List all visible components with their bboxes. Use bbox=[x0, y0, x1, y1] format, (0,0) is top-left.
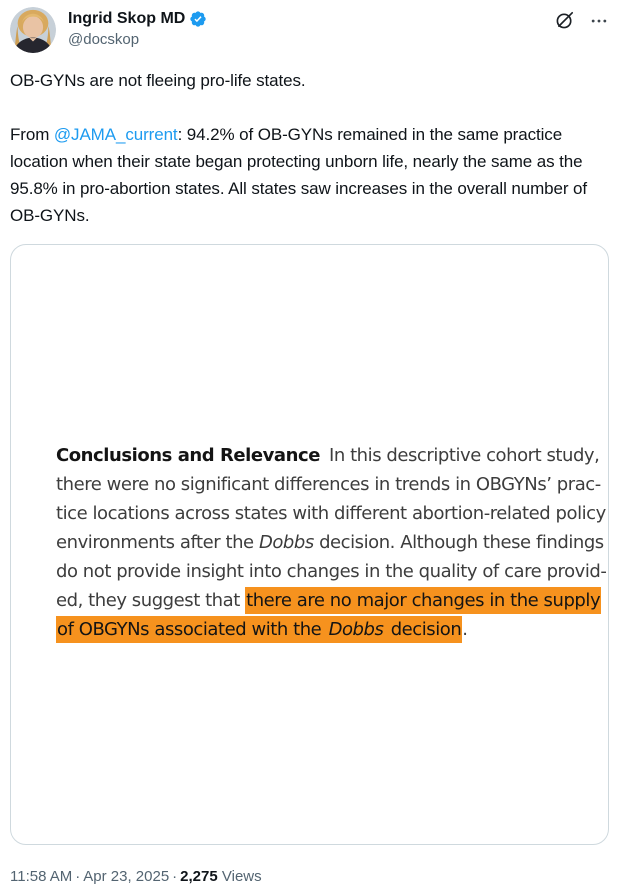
separator-dot: · bbox=[75, 868, 81, 885]
mention-link[interactable]: @JAMA_current bbox=[53, 125, 178, 144]
avatar[interactable] bbox=[10, 7, 56, 53]
journal-excerpt bbox=[11, 245, 608, 644]
tweet-text bbox=[10, 67, 609, 229]
views-label: Views bbox=[221, 868, 262, 885]
excerpt-line: of OBGYNs associated with the Dobbs decision. bbox=[56, 615, 572, 644]
grok-icon[interactable] bbox=[554, 10, 575, 31]
separator-dot: · bbox=[172, 868, 178, 885]
name-block bbox=[68, 7, 554, 50]
highlighted-text-dobbs-italic: Dobbs bbox=[328, 616, 385, 643]
tweet-paragraph-1: OB-GYNs are not fleeing pro-life states. bbox=[10, 71, 306, 90]
excerpt-line: do not provide insight into changes in the quality of care provid- bbox=[56, 561, 607, 582]
attached-image-card[interactable] bbox=[10, 244, 609, 845]
excerpt-line: there were no significant differences in trends in OBGYNs’ prac- bbox=[56, 474, 601, 495]
tweet-paragraph-2 bbox=[10, 121, 609, 229]
avatar-photo bbox=[10, 7, 56, 53]
views-count: 2,275 bbox=[180, 868, 218, 885]
display-name[interactable]: Ingrid Skop MD bbox=[68, 10, 186, 27]
highlighted-text: of OBGYNs associated with the bbox=[56, 616, 328, 643]
header-actions bbox=[554, 7, 609, 31]
user-handle[interactable]: @docskop bbox=[68, 31, 140, 48]
tweet-header bbox=[10, 7, 609, 53]
excerpt-line: Conclusions and Relevance In this descriptive cohort study, bbox=[56, 445, 600, 466]
tweet-footer bbox=[10, 867, 609, 887]
tweet bbox=[10, 7, 609, 887]
dobbs-italic: Dobbs bbox=[258, 532, 314, 553]
excerpt-line: tice locations across states with different abortion-related policy bbox=[56, 503, 606, 524]
excerpt-line: ed, they suggest that there are no major changes in the supply bbox=[56, 586, 572, 615]
excerpt-heading: Conclusions and Relevance bbox=[56, 445, 320, 466]
tweet-paragraph-2-before: From bbox=[10, 125, 54, 144]
highlighted-text: decision bbox=[384, 616, 462, 643]
excerpt-line: environments after the Dobbs decision. Although these findings bbox=[56, 532, 604, 553]
highlighted-text: there are no major changes in the supply bbox=[245, 587, 601, 614]
tweet-paragraph-2-after: : 94.2% of OB-GYNs remained in the same practice location when their state began protecting unborn life, nearly the same as the 95.8% in pro-abortion states. All states saw increases in the overall number of OB-GYNs. bbox=[10, 125, 588, 225]
timestamp-time: 11:58 AM bbox=[10, 868, 73, 885]
more-options-icon[interactable] bbox=[589, 11, 609, 31]
timestamp-date: Apr 23, 2025 bbox=[83, 868, 170, 885]
verified-badge-icon bbox=[189, 10, 207, 28]
